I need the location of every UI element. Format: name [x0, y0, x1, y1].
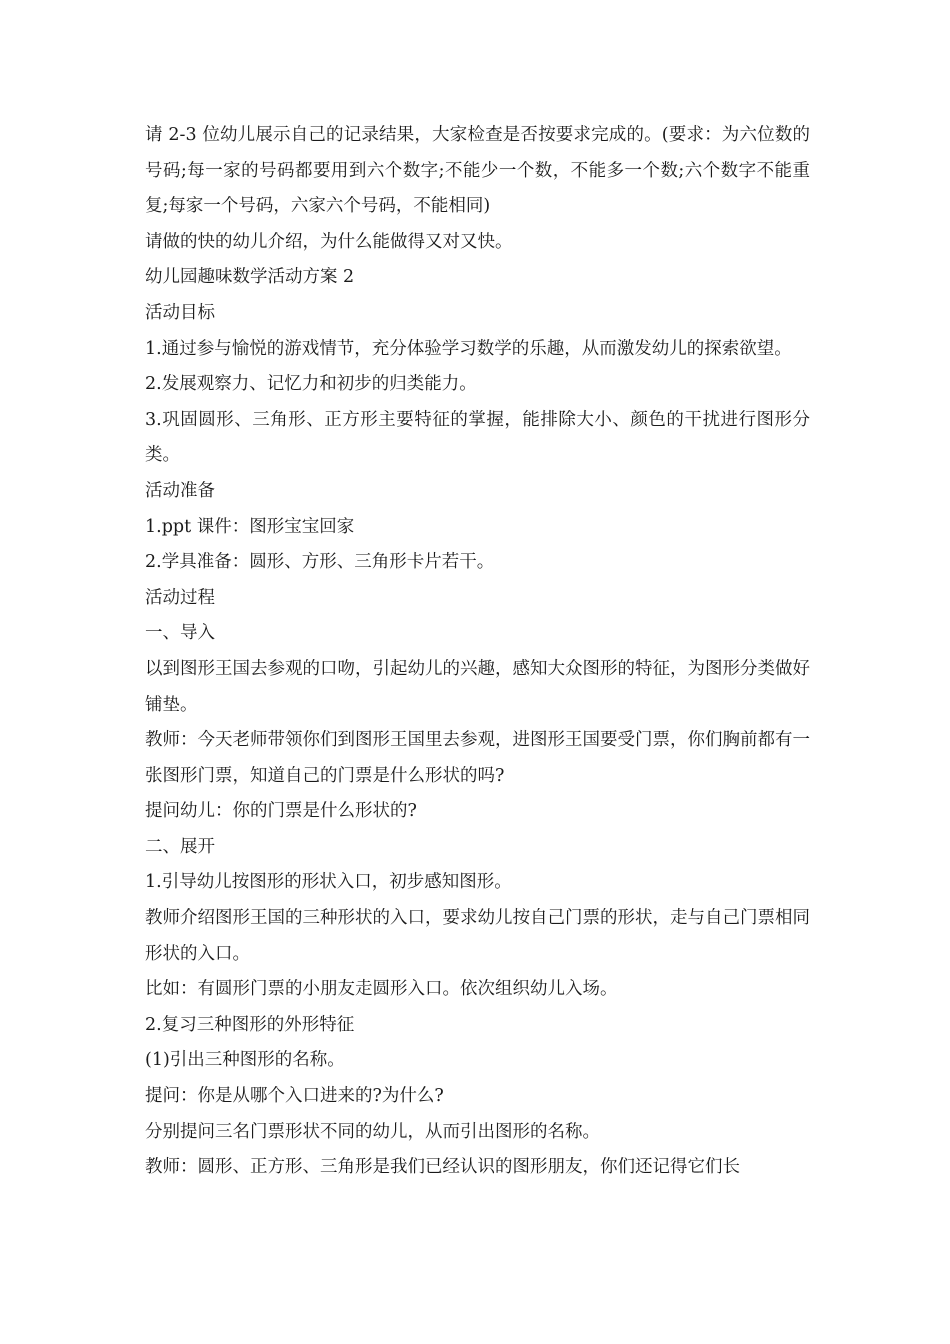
document-body [145, 118, 810, 1186]
goal-item-1: 1.通过参与愉悦的游戏情节，充分体验学习数学的乐趣，从而激发幼儿的探索欲望。 [145, 338, 792, 359]
expand-item-2: 2.复习三种图形的外形特征 [145, 1014, 355, 1035]
paragraph-teacher-entrances: 教师介绍图形王国的三种形状的入口，要求幼儿按自己门票的形状，走与自己门票相同形状的入口。 [145, 908, 810, 964]
paragraph-teacher-shapes: 教师：圆形、正方形、三角形是我们已经认识的图形朋友，你们还记得它们长 [145, 1157, 740, 1178]
heading-expand: 二、展开 [145, 836, 215, 857]
heading-intro: 一、导入 [145, 623, 215, 644]
heading-activity-process: 活动过程 [145, 587, 215, 608]
paragraph-fast-intro: 请做的快的幼儿介绍，为什么能做得又对又快。 [145, 231, 513, 252]
paragraph-ask-children: 提问幼儿：你的门票是什么形状的? [145, 801, 417, 822]
prep-item-2: 2.学具准备：圆形、方形、三角形卡片若干。 [145, 552, 495, 573]
goal-item-3: 3.巩固圆形、三角形、正方形主要特征的掌握，能排除大小、颜色的干扰进行图形分类。 [145, 409, 810, 466]
paragraph-record-display: 请 2-3 位幼儿展示自己的记录结果，大家检查是否按要求完成的。(要求：为六位数的号码;每一家的号码都要用到六个数字;不能少一个数，不能多一个数;六个数字不能重复;每家一个号码，六家六个号码，不能相同) [145, 125, 810, 217]
section-title-plan-2: 幼儿园趣味数学活动方案 2 [145, 267, 355, 288]
sub-item-1: (1)引出三种图形的名称。 [145, 1050, 345, 1071]
prep-item-1: 1.ppt 课件：图形宝宝回家 [145, 516, 355, 537]
goal-item-2: 2.发展观察力、记忆力和初步的归类能力。 [145, 374, 477, 395]
heading-activity-prep: 活动准备 [145, 480, 215, 501]
paragraph-teacher-ticket: 教师：今天老师带领你们到图形王国里去参观，进图形王国要受门票，你们胸前都有一张图形门票，知道自己的门票是什么形状的吗? [145, 730, 810, 786]
paragraph-ask-three: 分别提问三名门票形状不同的幼儿，从而引出图形的名称。 [145, 1121, 600, 1142]
paragraph-example: 比如：有圆形门票的小朋友走圆形入口。依次组织幼儿入场。 [145, 979, 618, 1000]
expand-item-1: 1.引导幼儿按图形的形状入口，初步感知图形。 [145, 872, 512, 893]
heading-activity-goals: 活动目标 [145, 302, 215, 323]
paragraph-intro-text: 以到图形王国去参观的口吻，引起幼儿的兴趣，感知大众图形的特征，为图形分类做好铺垫。 [145, 658, 810, 715]
paragraph-question: 提问：你是从哪个入口进来的?为什么? [145, 1086, 444, 1107]
